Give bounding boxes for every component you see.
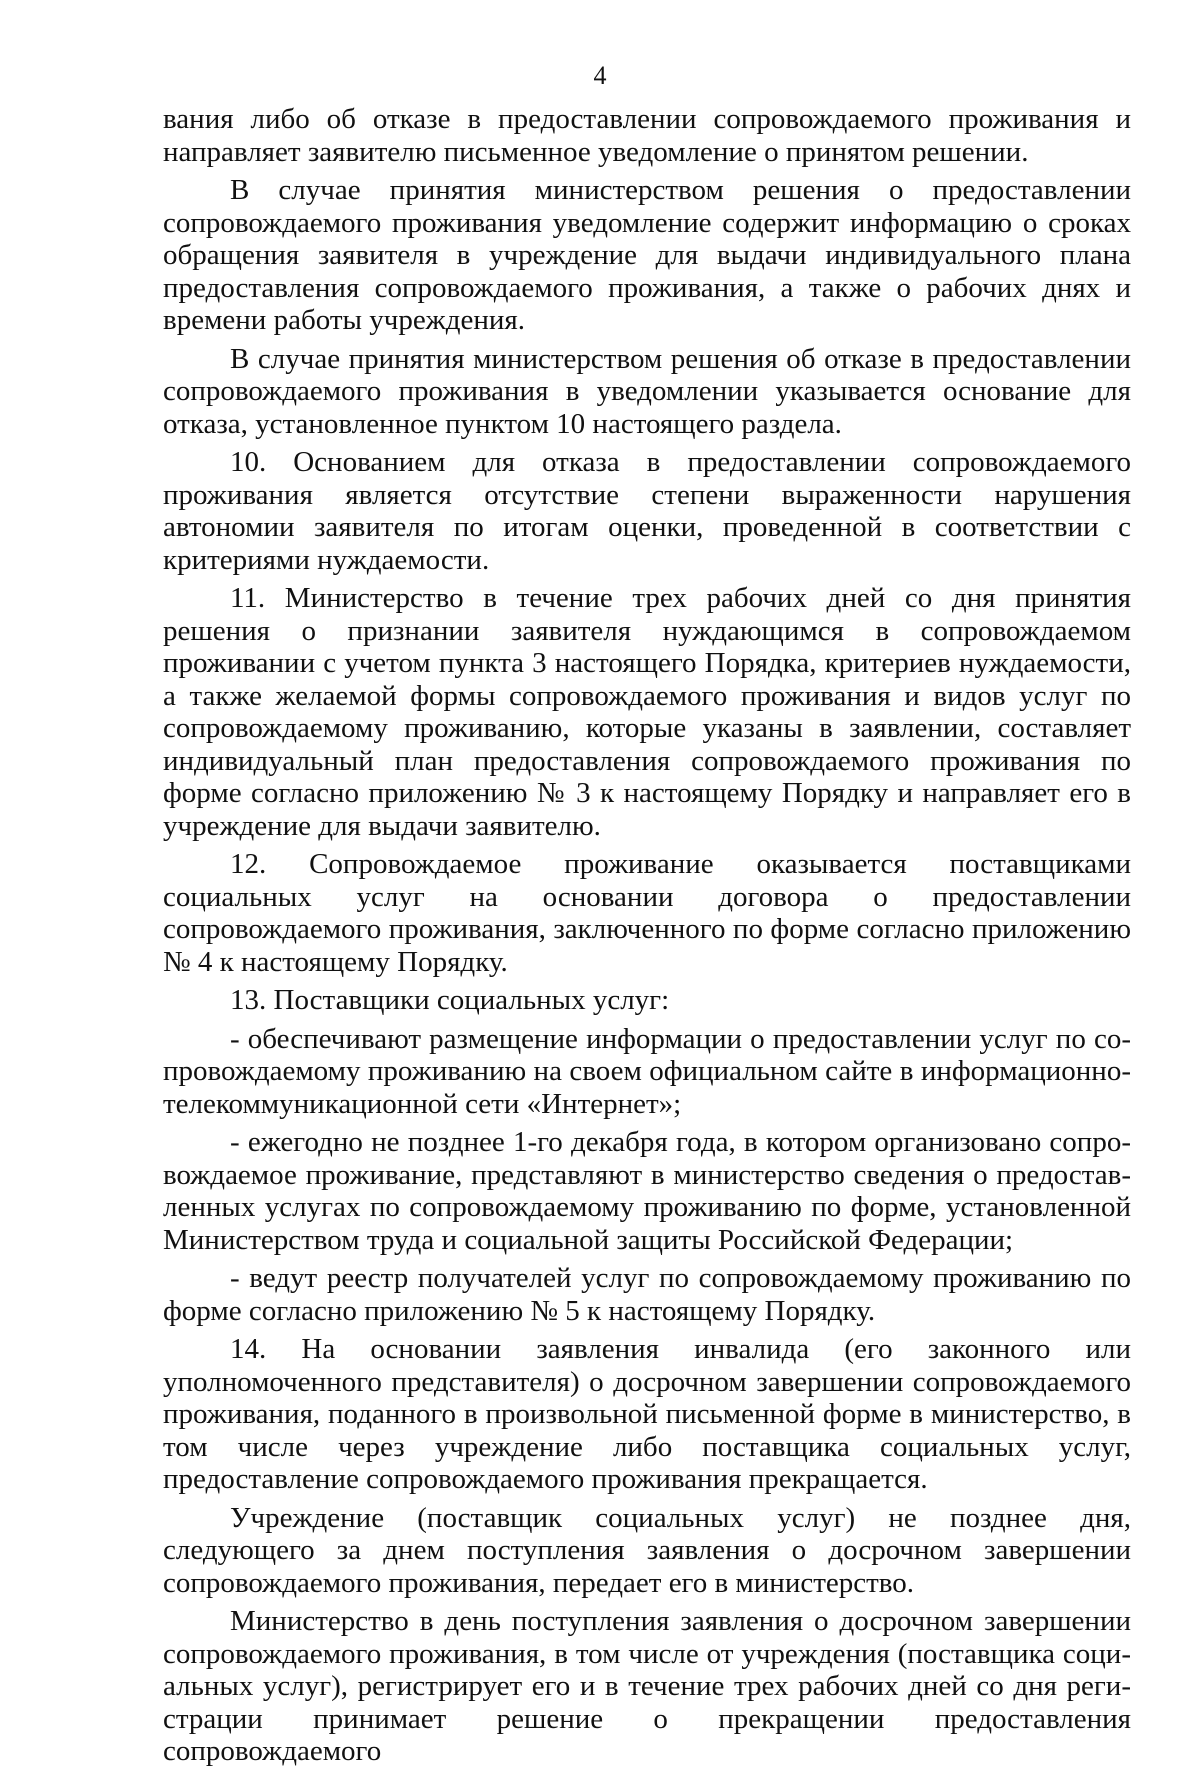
paragraph-continuation: вания либо об отказе в предоставлении сопровождаемого проживания и направляет заявителю письменное уведомление о принятом решении. (163, 103, 1131, 168)
paragraph-notification-approval: В случае принятия министерством решения о предоставлении сопровождаемого проживания уведомление содержит информацию о сроках обращения заявителя в учреждение для выдачи индивидуального плана предоставления сопровождаемого проживания, а также о рабочих днях и времени работы учреждения. (163, 174, 1131, 336)
paragraph-item-14: 14. На основании заявления инвалида (его законного или уполномоченного представителя) о досрочном завершении сопровождаемого проживания, поданного в произвольной письменной форме в министерство, в том числе через учреждение либо поставщика социальных услуг, предоставление сопровождаемого проживания прекращается. (163, 1333, 1131, 1495)
paragraph-item-13-bullet-1: - обеспечивают размещение информации о предоставлении услуг по сопровождаемому проживанию на своем официальном сайте в информационно-телекоммуникационной сети «Интернет»; (163, 1022, 1131, 1120)
paragraph-item-13-bullet-3: - ведут реестр получателей услуг по сопровождаемому проживанию по форме согласно приложению № 5 к настоящему Порядку. (163, 1262, 1131, 1327)
paragraph-ministry-decision: Министерство в день поступления заявления о досрочном завершении сопровождаемого проживания, в том числе от учреждения (поставщика социальных услуг), регистрирует его и в течение трех рабочих дней со дня регистрации принимает решение о прекращении предоставления сопровождаемого (163, 1605, 1131, 1767)
paragraph-item-13: 13. Поставщики социальных услуг: (230, 984, 670, 1016)
paragraph-notification-refusal: В случае принятия министерством решения об отказе в предоставлении сопровождаемого проживания в уведомлении указывается основание для отказа, установленное пунктом 10 настоящего раздела. (163, 342, 1131, 440)
page-number: 4 (593, 61, 607, 90)
document-body (163, 103, 1131, 1768)
paragraph-item-13-bullet-2: - ежегодно не позднее 1-го декабря года, в котором организовано сопровождаемое проживание, представляют в министерство сведения о предоставленных услугах по сопровождаемому проживанию по форме, установленной Министерством труда и социальной защиты Российской Федерации; (163, 1126, 1131, 1256)
paragraph-item-10: 10. Основанием для отказа в предоставлении сопровождаемого проживания является отсутствие степени выраженности нарушения автономии заявителя по итогам оценки, проведенной в соответствии с критериями нуждаемости. (163, 446, 1131, 576)
paragraph-item-12: 12. Сопровождаемое проживание оказывается поставщиками социальных услуг на основании договора о предоставлении сопровождаемого проживания, заключенного по форме согласно приложению № 4 к настоящему Порядку. (163, 848, 1131, 978)
paragraph-item-11: 11. Министерство в течение трех рабочих дней со дня принятия решения о признании заявителя нуждающимся в сопровождаемом проживании с учетом пункта 3 настоящего Порядка, критериев нуждаемости, а также желаемой формы сопровождаемого проживания и видов услуг по сопровождаемому проживанию, которые указаны в заявлении, составляет индивидуальный план предоставления сопровождаемого проживания по форме согласно приложению № 3 к настоящему Порядку и направляет его в учреждение для выдачи заявителю. (163, 582, 1131, 842)
paragraph-institution-transfer: Учреждение (поставщик социальных услуг) не позднее дня, следующего за днем поступления заявления о досрочном завершении сопровождаемого проживания, передает его в министерство. (163, 1501, 1131, 1599)
